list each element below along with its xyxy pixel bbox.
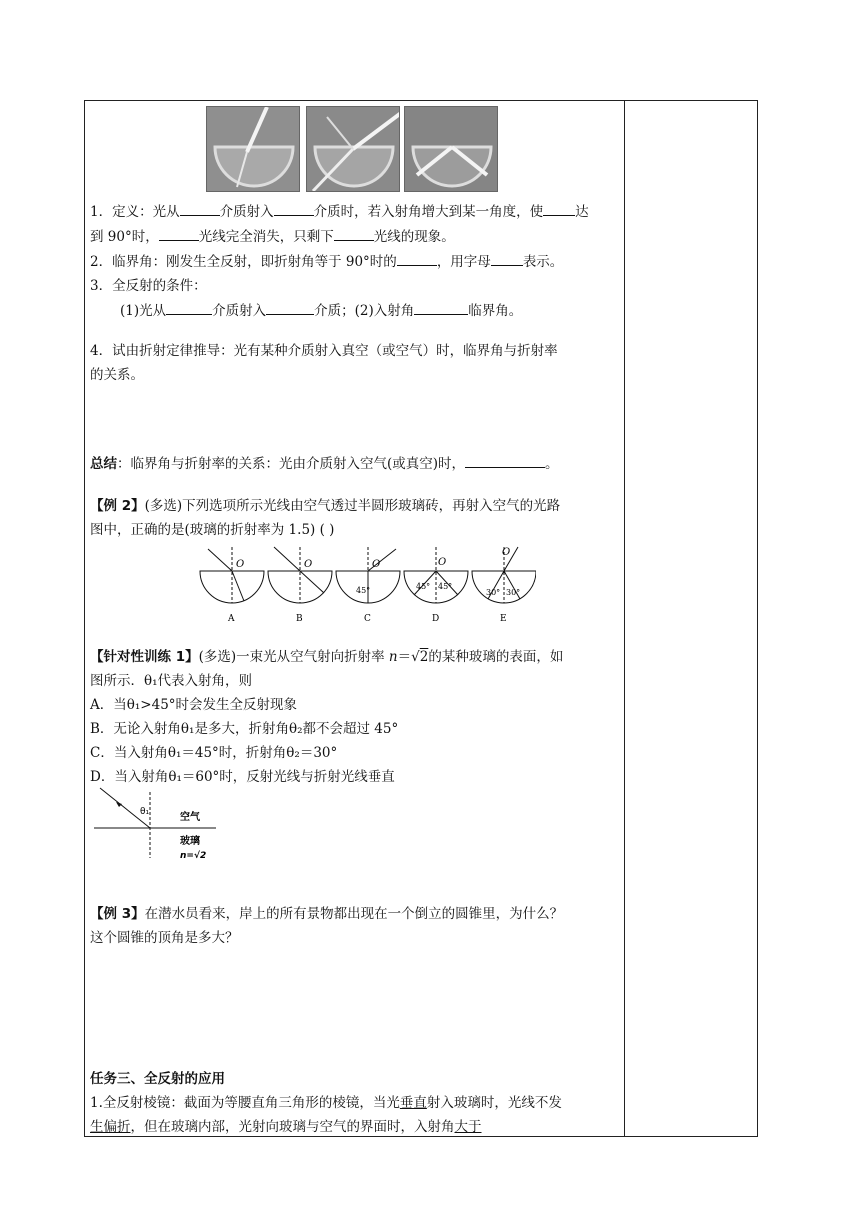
- summary-line: 总结：临界角与折射率的关系：光由介质射入空气(或真空)时， 。: [90, 451, 620, 476]
- svg-text:45°: 45°: [416, 582, 431, 591]
- svg-text:θ₁: θ₁: [140, 807, 150, 817]
- svg-text:45°: 45°: [438, 582, 453, 591]
- svg-text:30°: 30°: [486, 588, 501, 597]
- task3-title: 任务三、全反射的应用: [90, 1071, 225, 1087]
- svg-text:D: D: [432, 614, 440, 624]
- svg-text:A: A: [228, 614, 235, 624]
- example2-diagrams: [196, 543, 536, 631]
- svg-text:玻璃: 玻璃: [180, 836, 200, 847]
- diagram-d: [404, 547, 468, 624]
- option-a: A．当θ₁>45°时会发生全反射现象: [90, 697, 298, 713]
- training-figure: [92, 786, 222, 870]
- diagram-e: [472, 547, 536, 624]
- training-line-1: 【针对性训练 1】(多选)一束光从空气射向折射率 n＝√2的某种玻璃的表面，如: [90, 649, 564, 665]
- example3-section: [90, 902, 620, 950]
- training-line-2: 图所示．θ₁代表入射角，则: [90, 673, 253, 689]
- example2-line-2: 图中，正确的是(玻璃的折射率为 1.5) ( ): [90, 522, 335, 538]
- svg-text:30°: 30°: [506, 588, 521, 597]
- svg-text:B: B: [296, 614, 303, 624]
- derive-line-2: 的关系。: [90, 367, 144, 383]
- definition-line-1: 1．定义：光从 介质射入 介质时，若入射角增大到某一角度，使 达: [90, 199, 620, 224]
- svg-text:C: C: [364, 614, 371, 624]
- task3-line-1: 1.全反射棱镜：截面为等腰直角三角形的棱镜，当光垂直射入玻璃时，光线不发: [90, 1095, 562, 1111]
- task3-line-2: 生偏折，但在玻璃内部，光射向玻璃与空气的界面时，入射角大于: [90, 1119, 482, 1135]
- diagram-b: [268, 547, 332, 624]
- option-c: C．当入射角θ₁＝45°时，折射角θ₂＝30°: [90, 745, 338, 761]
- training-section: [90, 645, 620, 789]
- svg-text:O: O: [304, 559, 313, 570]
- svg-text:O: O: [372, 559, 381, 570]
- svg-text:O: O: [502, 547, 511, 558]
- svg-text:n=√2: n=√2: [180, 851, 207, 861]
- task3-section: [90, 1067, 620, 1139]
- example3-line-2: 这个圆锥的顶角是多大？: [90, 930, 239, 946]
- definition-line-2: 到 90°时， 光线完全消失，只剩下 光线的现象。: [90, 224, 620, 249]
- svg-text:45°: 45°: [356, 586, 371, 595]
- example2-line-1: 【例 2】(多选)下列选项所示光线由空气透过半圆形玻璃砖，再射入空气的光路: [90, 498, 561, 514]
- derive-line-1: 4．试由折射定律推导：光有某种介质射入真空（或空气）时，临界角与折射率: [90, 343, 558, 359]
- example3-line-1: 【例 3】在潜水员看来，岸上的所有景物都出现在一个倒立的圆锥里，为什么？: [90, 906, 564, 922]
- conditions-line: (1)光从 介质射入 介质；(2)入射角 临界角。: [90, 298, 620, 323]
- svg-text:O: O: [438, 557, 447, 568]
- diagram-a: [200, 547, 264, 624]
- option-d: D．当入射角θ₁＝60°时，反射光线与折射光线垂直: [90, 769, 395, 785]
- content: [90, 104, 620, 542]
- svg-text:空气: 空气: [180, 812, 200, 823]
- critical-angle-line: 2．临界角：刚发生全反射，即折射角等于 90°时的 ，用字母 表示。: [90, 249, 620, 274]
- svg-text:O: O: [236, 559, 245, 570]
- svg-text:E: E: [500, 614, 507, 624]
- option-b: B．无论入射角θ₁是多大，折射角θ₂都不会超过 45°: [90, 721, 399, 737]
- diagram-c: [336, 547, 400, 624]
- column-divider: [624, 100, 625, 1137]
- conditions-title: 3．全反射的条件：: [90, 278, 207, 294]
